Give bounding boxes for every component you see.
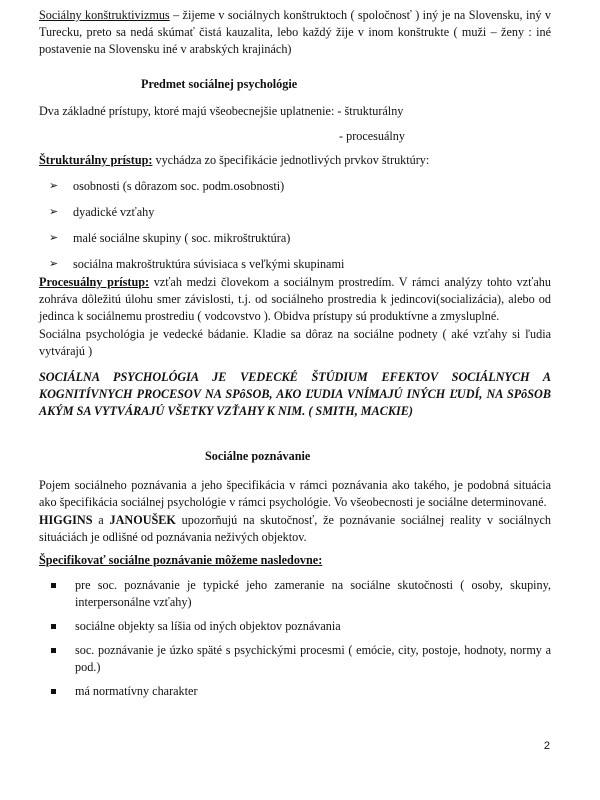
procedural-paragraph	[39, 274, 551, 325]
intro-paragraph	[39, 7, 551, 58]
square-bullet-icon	[51, 624, 56, 629]
intro-text: – žijeme v sociálnych konštruktoch ( spoločnosť ) iný je na Slovensku, iný v Turecku, preto sa nedá skúmať čistá kauzalita, lebo každý žije v inom konštrukte ( muži – ženy : iné postavenie na Slovensku iné v arabských krajinách)	[39, 8, 551, 56]
square-bullet-icon	[51, 648, 56, 653]
cognition-paragraph: Pojem sociálneho poznávania a jeho špecifikácia v rámci poznávania ako takého, je podobná situácia ako špecifikácia sociálnej psychológie v rámci psychológie. Vo všeobecnosti je sociálne determinované.	[39, 478, 551, 509]
structural-paragraph	[39, 152, 551, 169]
approaches-line-2: - procesuálny	[339, 129, 405, 143]
specify-item: sociálne objekty sa líšia od iných objektov poznávania	[75, 619, 341, 633]
structural-item: sociálna makroštruktúra súvisiaca s veľkými skupinami	[73, 257, 345, 271]
definition-citation: ( SMITH, MACKIE)	[305, 404, 413, 418]
author-janousek: JANOUŠEK	[109, 513, 176, 527]
science-paragraph: Sociálna psychológia je vedecké bádanie. Kladie sa dôraz na sociálne podnety ( aké vzťahy si ľudia vytvárajú )	[39, 327, 551, 358]
authors-text: upozorňujú na skutočnosť, že poznávanie sociálnej reality v sociálnych situáciách je odlišné od poznávania neživých objektov.	[39, 513, 551, 544]
list-item	[39, 683, 551, 703]
authors-paragraph	[39, 512, 551, 546]
author-higgins: HIGGINS	[39, 513, 93, 527]
section-title-predmet: Predmet sociálnej psychológie	[141, 77, 298, 91]
section-title-poznavanie: Sociálne poznávanie	[205, 449, 311, 463]
list-item	[39, 618, 551, 642]
arrow-bullet-icon: ➢	[49, 232, 59, 244]
specify-item: soc. poznávanie je úzko späté s psychickými procesmi ( emócie, city, postoje, hodnoty, normy a pod.)	[75, 643, 551, 674]
procedural-term: Procesuálny prístup:	[39, 275, 150, 289]
square-bullet-icon	[51, 583, 56, 588]
procedural-text: vzťah medzi človekom a sociálnym prostredím. V rámci analýzy tohto vzťahu zohráva dôležitú úlohu smer závislosti, t.j. od sociálneho prostredia k jedincovi(socializácia), alebo od jedinca k sociálnemu prostrediu ( vodcovstvo ). Obidva prístupy sú produktívne a zmysluplné.	[39, 275, 551, 323]
definition-block	[39, 369, 551, 420]
list-item	[39, 230, 551, 256]
list-item	[39, 577, 551, 618]
list-item	[39, 204, 551, 230]
specify-heading: Špecifikovať sociálne poznávanie môžeme nasledovne:	[39, 553, 323, 567]
arrow-bullet-icon: ➢	[49, 258, 59, 270]
structural-item: malé sociálne skupiny ( soc. mikroštruktúra)	[73, 231, 291, 245]
structural-item: dyadické vzťahy	[73, 205, 155, 219]
structural-list	[39, 178, 551, 282]
specify-list	[39, 577, 551, 703]
square-bullet-icon	[51, 689, 56, 694]
intro-term: Sociálny konštruktivizmus	[39, 8, 170, 22]
page-number: 2	[543, 740, 550, 752]
author-conjunction: a	[92, 513, 110, 527]
list-item	[39, 642, 551, 683]
structural-text: vychádza zo špecifikácie jednotlivých prvkov štruktúry:	[152, 153, 430, 167]
list-item	[39, 178, 551, 204]
arrow-bullet-icon: ➢	[49, 206, 59, 218]
structural-term: Štrukturálny prístup:	[39, 153, 153, 167]
arrow-bullet-icon: ➢	[49, 180, 59, 192]
definition-text: SOCIÁLNA PSYCHOLÓGIA JE VEDECKÉ ŠTÚDIUM EFEKTOV SOCIÁLNYCH A KOGNITÍVNYCH PROCESOV NA SPôSOB, AKO ĽUDIA VNÍMAJÚ INÝCH ĽUDÍ, NA SPôSOB AKÝM SA VYTVÁRAJÚ VŠETKY VZŤAHY K NIM.	[39, 370, 551, 418]
approaches-line-1: Dva základné prístupy, ktoré majú všeobecnejšie uplatnenie: - štrukturálny	[39, 104, 404, 118]
specify-item: má normatívny charakter	[75, 684, 198, 698]
specify-item: pre soc. poznávanie je typické jeho zameranie na sociálne skutočnosti ( osoby, skupiny, interpersonálne vzťahy)	[75, 578, 551, 609]
structural-item: osobnosti (s dôrazom soc. podm.osobnosti)	[73, 179, 285, 193]
